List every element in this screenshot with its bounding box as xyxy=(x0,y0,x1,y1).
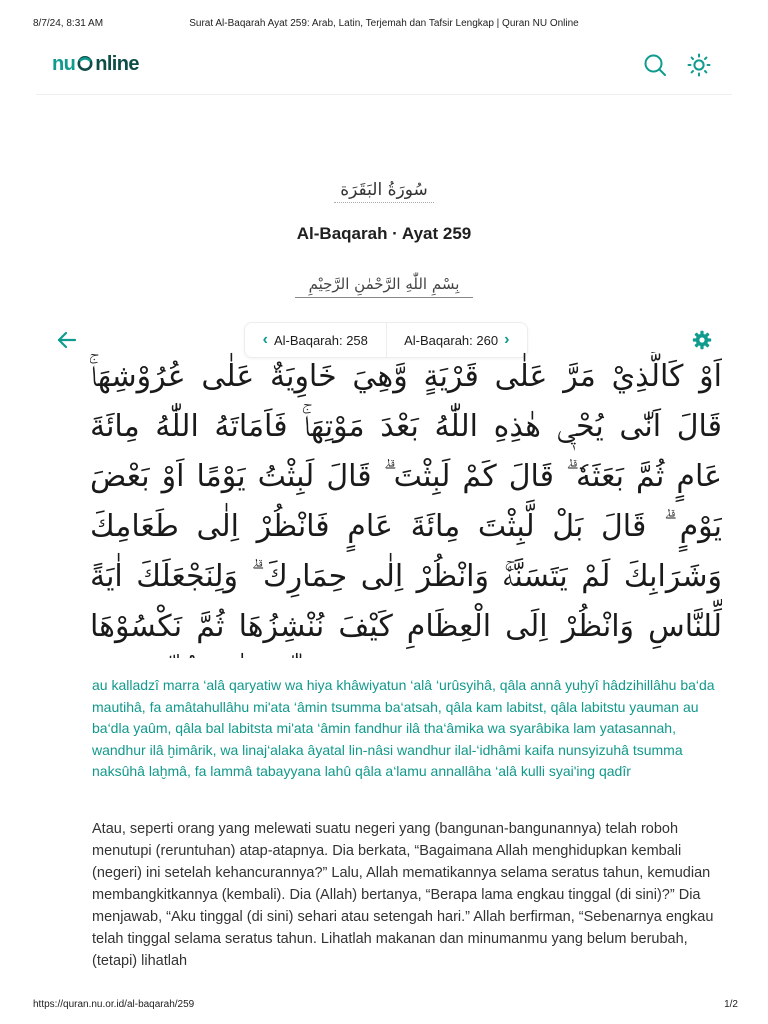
top-navbar xyxy=(36,44,732,95)
chevron-right-icon: › xyxy=(504,331,510,348)
logo-o-icon xyxy=(75,55,95,71)
arabic-verse: اَوْ كَالَّذِيْ مَرَّ عَلٰى قَرْيَةٍ وَّهِيَ خَاوِيَةٌ عَلٰى عُرُوْشِهَاۚ قَالَ اَنّٰى يُحْيٖ هٰذِهِ اللّٰهُ بَعْدَ مَوْتِهَاۚ فَاَمَاتَهُ اللّٰهُ مِائَةَ عَامٍ ثُمَّ بَعَثَهٗ ۗ قَالَ كَمْ لَبِثْتَ ۗ قَالَ لَبِثْتُ يَوْمًا اَوْ بَعْضَ يَوْمٍ ۗ قَالَ بَلْ لَّبِثْتَ مِائَةَ عَامٍ فَانْظُرْ اِلٰى طَعَامِكَ وَشَرَابِكَ لَمْ يَتَسَنَّهْۚ وَانْظُرْ اِلٰى حِمَارِكَ ۗ وَلِنَجْعَلَكَ اٰيَةً لِّلنَّاسِ وَانْظُرْ اِلَى الْعِظَامِ كَيْفَ نُنْشِزُهَا ثُمَّ نَكْسُوْهَا xyxy=(90,359,722,644)
basmala-text: بِسْمِ اللّٰهِ الرَّحْمٰنِ الرَّحِيْمِ xyxy=(295,275,474,298)
page-title: Al-Baqarah · Ayat 259 xyxy=(296,224,472,243)
sun-icon xyxy=(686,52,712,78)
arrow-left-icon xyxy=(56,329,78,351)
print-header xyxy=(0,0,768,44)
print-footer xyxy=(0,984,768,1024)
gear-icon xyxy=(692,330,712,350)
print-document-title: Surat Al-Baqarah Ayat 259: Arab, Latin, Terjemah dan Tafsir Lengkap | Quran NU Online xyxy=(189,18,579,29)
ayah-translation: Atau, seperti orang yang melewati suatu negeri yang (bangunan-bangunannya) telah roboh menutupi (reruntuhan) atap-atapnya. Dia berkata, “Bagaimana Allah menghidupkan kembali (negeri) ini setelah kehancurannya?” Lalu, Allah mematikannya selama seratus tahun, kemudian membangkitkannya (kembali). Dia (Allah) bertanya, “Berapa lama engkau tinggal (di sini)?” Dia menjawab, “Aku tinggal (di sini) sehari atau setengah hari.” Allah berfirman, “Sebenarnya engkau telah tinggal selama seratus tahun. Lihatlah makanan dan minumanmu yang belum berubah, (tetapi) lihatlah xyxy=(92,821,714,969)
print-page-number: 1/2 xyxy=(724,999,738,1010)
print-url: https://quran.nu.or.id/al-baqarah/259 xyxy=(33,999,195,1010)
surah-calligraphy-text: سُورَةُ البَقَرَة xyxy=(334,180,433,203)
ayah-latin-transliteration: au kalladzî marra ‘alâ qaryatiw wa hiya khâwiyatun ‘alâ ‘urûsyihâ, qâla annâ yuḫyî hâdzihillâhu ba‘da mautihâ, fa amâtahullâhu mi'ata ‘âmin tsumma ba‘atsah, qâla kam labitst, qâla labitstu yauman au ba‘dla yaûm, qâla bal labitsta mi'ata ‘âmin fandhur ilâ tha‘âmika wa syarâbika lam yatasannah, wandhur ilâ ḫimârik, wa linaj‘alaka âyatal lin-nâsi wandhur ilal-‘idhâmi kaifa nunsyizuhâ tsumma naksûhâ laḫmâ, fa lammâ tabayyana lahû qâla a‘lamu annallâha ‘alâ kulli syai'ing qadîr xyxy=(92,677,715,779)
next-ayah-label: Al-Baqarah: 260 xyxy=(404,332,499,348)
ayah-arabic-text xyxy=(90,352,722,658)
search-button[interactable] xyxy=(642,52,668,78)
basmala xyxy=(0,275,768,298)
logo-nu-text: nu xyxy=(52,53,76,75)
back-button[interactable] xyxy=(56,329,78,351)
theme-toggle-button[interactable] xyxy=(686,52,712,78)
print-date: 8/7/24, 8:31 AM xyxy=(33,18,104,29)
surah-name-calligraphy xyxy=(0,180,768,203)
settings-button[interactable] xyxy=(692,330,712,350)
chevron-left-icon: ‹ xyxy=(262,331,268,348)
search-icon xyxy=(642,52,668,78)
prev-ayah-label: Al-Baqarah: 258 xyxy=(273,332,368,348)
nu-online-logo[interactable] xyxy=(52,53,139,76)
logo-online-text: nline xyxy=(95,53,139,75)
